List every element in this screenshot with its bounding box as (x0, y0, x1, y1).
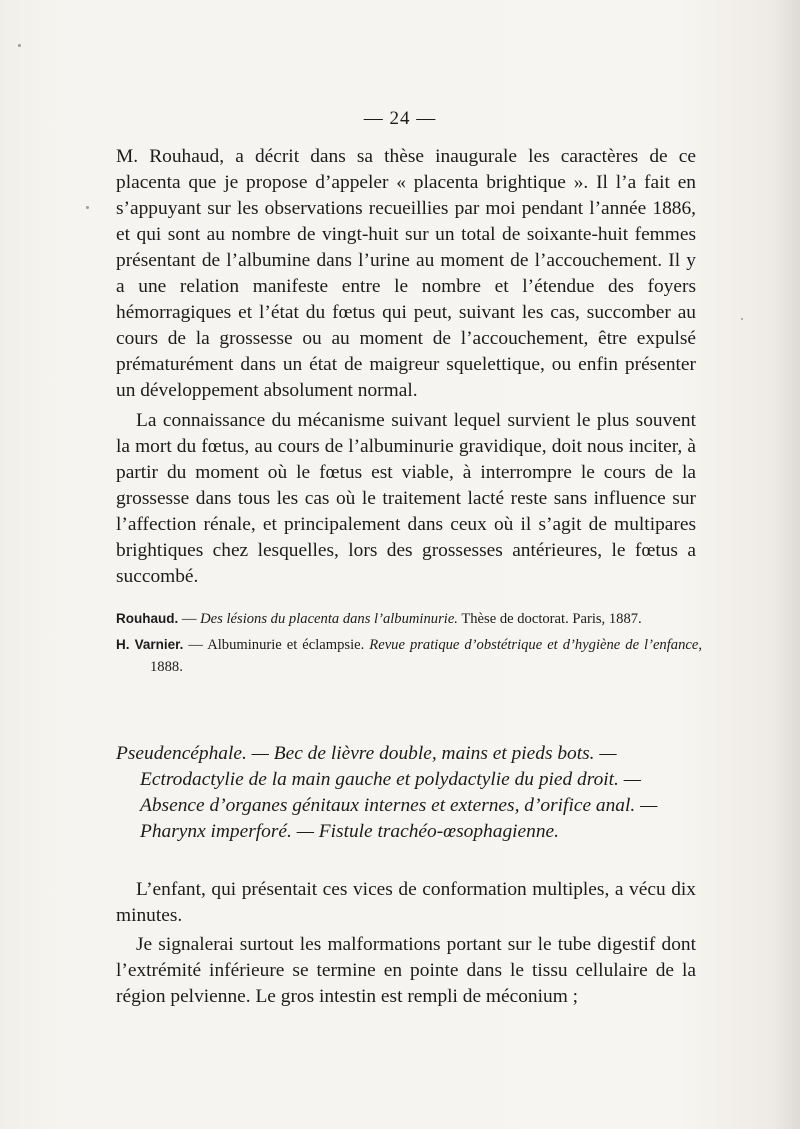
reference-article: Albuminurie et éclampsie. (207, 637, 370, 653)
reference-rouhaud (116, 608, 702, 630)
page-edge-shadow (772, 0, 800, 1129)
case-heading-line: Pharynx imperforé. — Fistule trachéo-œsophagienne. (140, 821, 559, 842)
paragraph-foetal-death (116, 408, 696, 590)
paragraph-text: Je signalerai surtout les malformations portant sur le tube digestif dont l’extrémité inférieure se termine en pointe dans le tissu cellulaire de la région pelvienne. Le gros intestin est rempli de méconium ; (116, 934, 696, 1007)
bibliography (116, 608, 702, 682)
reference-varnier (116, 634, 702, 678)
reference-author: H. Varnier. (116, 637, 184, 652)
reference-separator: — (178, 611, 201, 627)
case-heading-line: Pseudencéphale. — Bec de lièvre double, mains et pieds bots. — (116, 743, 617, 764)
reference-journal: Revue pratique d’obstétrique et d’hygiène de l’enfance (369, 637, 699, 653)
paragraph-text: La connaissance du mécanisme suivant lequel survient le plus souvent la mort du fœtus, au cours de l’albuminurie gravidique, doit nous inciter, à partir du moment où le fœtus est viable, à interrompre le cours de la grossesse dans tous les cas où le traitement lacté reste sans influence sur l’affection rénale, et principalement dans ceux où il s’agit de multipares brightiques chez lesquelles, lors des grossesses antérieures, le fœtus a succombé. (116, 410, 696, 587)
case-heading-line: Absence d’organes génitaux internes et externes, d’orifice anal. — (140, 795, 658, 816)
paragraph-rouhaud-placenta (116, 144, 696, 404)
reference-details: Thèse de doctorat. Paris, 1887. (457, 611, 642, 627)
reference-author: Rouhaud. (116, 611, 179, 626)
case-heading-line: Ectrodactylie de la main gauche et polydactylie du pied droit. — (140, 769, 641, 790)
page-number: — 24 — (363, 108, 437, 129)
reference-title: Des lésions du placenta dans l’albuminurie. (200, 611, 458, 627)
scan-speck (18, 44, 21, 47)
reference-details: , 1888. (150, 637, 702, 675)
paragraph-text: L’enfant, qui présentait ces vices de conformation multiples, a vécu dix minutes. (116, 879, 696, 926)
paragraph-child-survival (116, 877, 696, 929)
reference-separator: — (183, 637, 208, 653)
case-heading (116, 741, 702, 845)
paragraph-digestive-malformations (116, 932, 696, 1010)
scan-speck (741, 318, 743, 320)
paragraph-text: M. Rouhaud, a décrit dans sa thèse inaugurale les caractères de ce placenta que je propose d’appeler « placenta brightique ». Il l’a fait en s’appuyant sur les observations recueillies par moi pendant l’année 1886, et qui sont au nombre de vingt-huit sur un total de soixante-huit femmes présentant de l’albumine dans l’urine au moment de l’accouchement. Il y a une relation manifeste entre le nombre et l’étendue des foyers hémorragiques et l’état du fœtus qui peut, suivant les cas, succomber au cours de la grossesse ou au moment de l’accouchement, être expulsé prématurément dans un état de maigreur squelettique, ou enfin présenter un développement absolument normal. (116, 146, 696, 401)
scan-speck (86, 206, 89, 209)
